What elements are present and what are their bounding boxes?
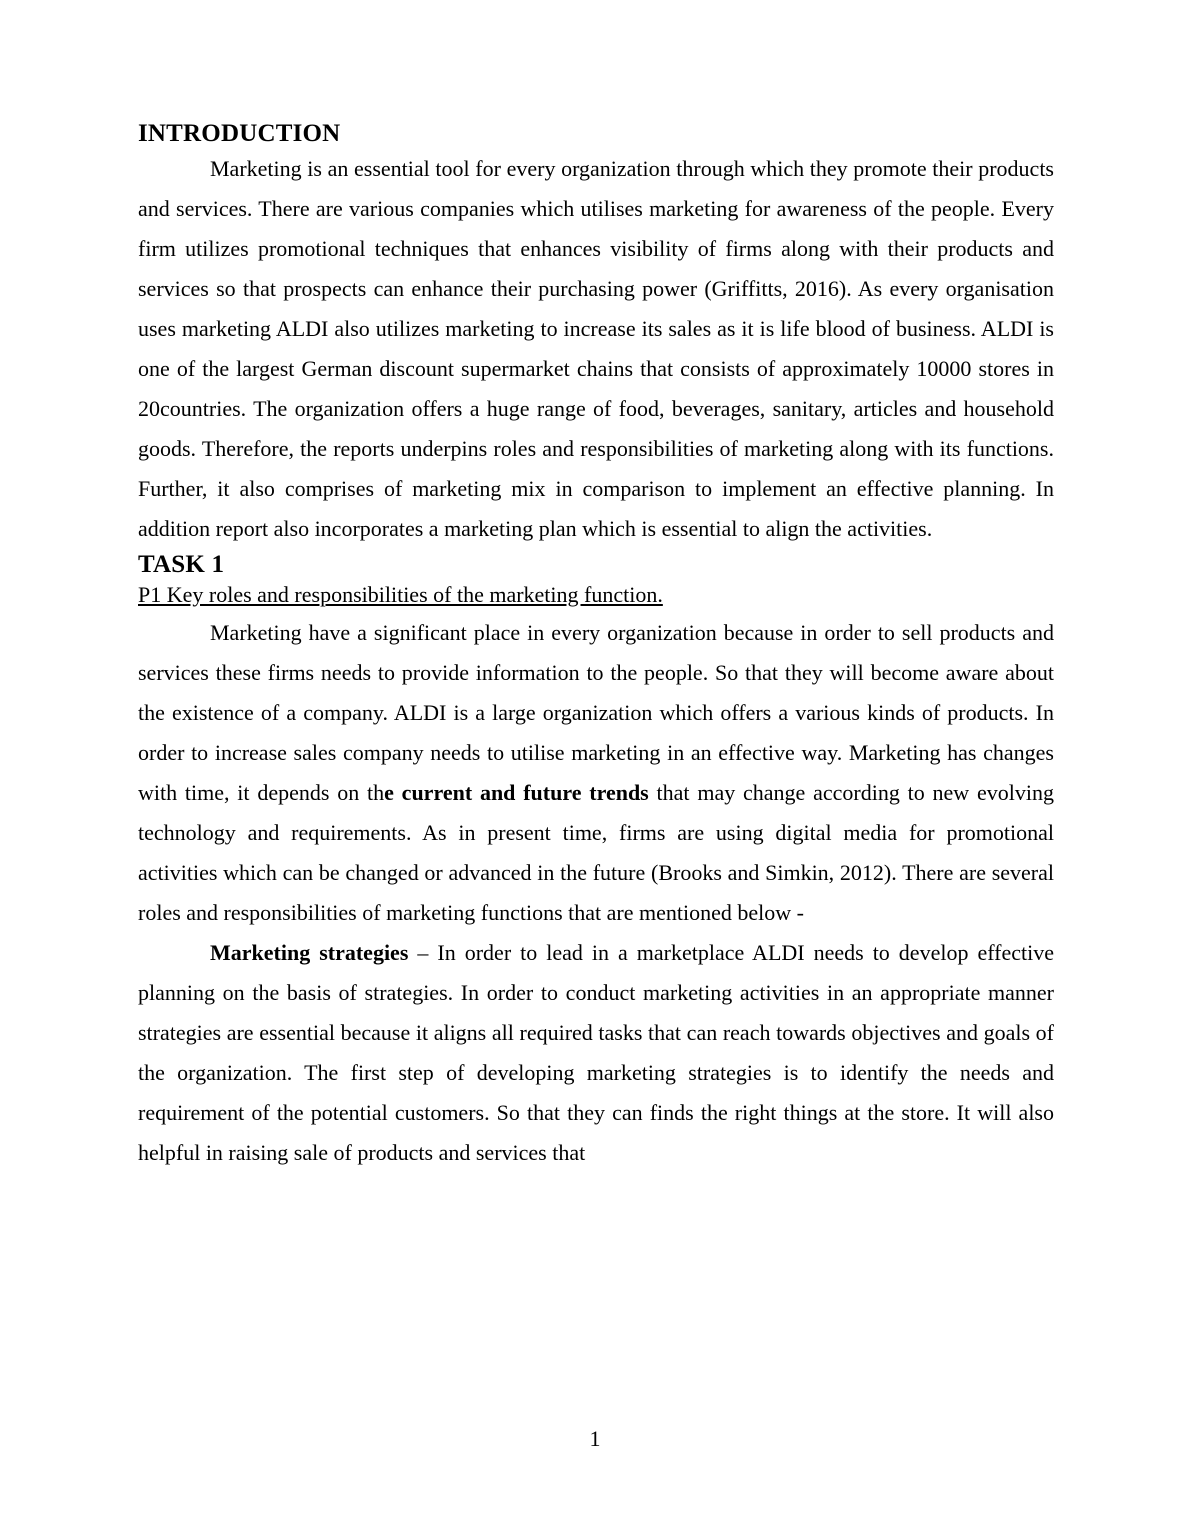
page-number: 1 [589,1426,601,1451]
task1-paragraph-1-text-a: Marketing have a significant place in every organization because in order to sell products and services these firms needs to provide information to the people. So that they will become aware about the existence of a company. ALDI is a large organization which offers a various kinds of products. In order to increase sales company needs to utilise marketing in an effective way. Marketing has changes with time, it depends on th [138,620,1054,806]
task1-paragraph-1-text-b: that may change according to new evolving technology and requirements. As in present time, firms are using digital media for promotional activities which can be changed or advanced in the future (Brooks and Simkin, 2012). There are several roles and responsibilities of marketing functions that are mentioned below - [138,780,1054,926]
task1-paragraph-2-bold-term: Marketing strategies [210,940,409,966]
introduction-paragraph-text: Marketing is an essential tool for every organization through which they promote their products and services. There are various companies which utilises marketing for awareness of the people. Every firm utilizes promotional techniques that enhances visibility of firms along with their products and services so that prospects can enhance their purchasing power (Griffitts, 2016). As every organisation uses marketing ALDI also utilizes marketing to increase its sales as it is life blood of business. ALDI is one of the largest German discount supermarket chains that consists of approximately 10000 stores in 20countries. The organization offers a huge range of food, beverages, sanitary, articles and household goods. Therefore, the reports underpins roles and responsibilities of marketing along with its functions. Further, it also comprises of marketing mix in comparison to implement an effective planning. In addition report also incorporates a marketing plan which is essential to align the activities. [138,156,1054,542]
section-heading-task-1: TASK 1 [138,551,225,579]
task1-paragraph-2 [138,933,1054,1173]
introduction-paragraph [138,149,1054,549]
task1-paragraph-1 [138,613,1054,933]
task1-paragraph-2-text: – In order to lead in a marketplace ALDI needs to develop effective planning on the basis of strategies. In order to conduct marketing activities in an appropriate manner strategies are essential because it aligns all required tasks that can reach towards objectives and goals of the organization. The first step of developing marketing strategies is to identify the needs and requirement of the potential customers. So that they can finds the right things at the store. It will also helpful in raising sale of products and services that [138,940,1054,1166]
task1-paragraph-1-bold-phrase: e current and future trends [384,780,649,806]
page-title-introduction: INTRODUCTION [138,120,341,147]
document-body [138,118,1054,1173]
subheading-p1: P1 Key roles and responsibilities of the marketing function. [138,581,663,607]
